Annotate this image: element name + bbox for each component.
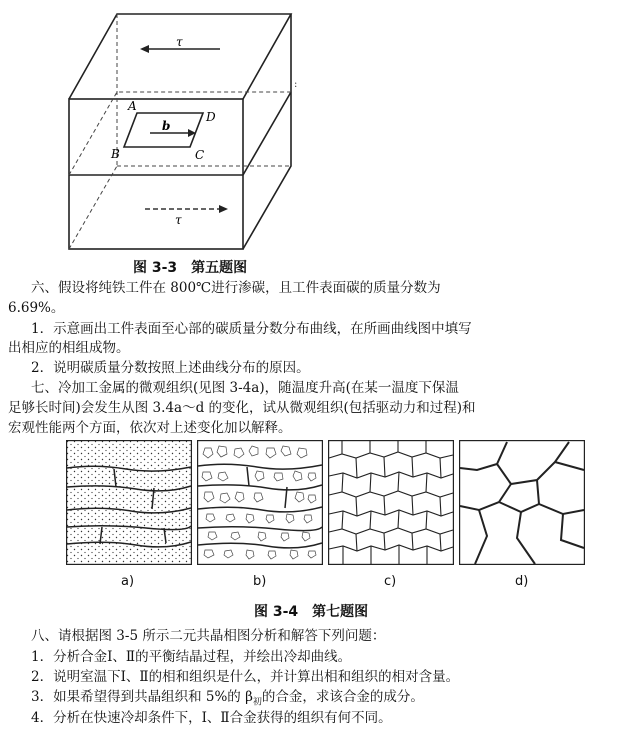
q8-item-2: 2．说明室温下Ⅰ、Ⅱ的相和组织是什么，并计算出相和组织的相对含量。 bbox=[31, 669, 460, 685]
q6-item-1-line-2: 出相应的相组成物。 bbox=[8, 340, 130, 356]
micrograph-a bbox=[66, 440, 192, 565]
q6-item-2: 2．说明碳质量分数按照上述曲线分布的原因。 bbox=[31, 360, 310, 376]
micrograph-b bbox=[197, 440, 323, 565]
tau-label-top: τ bbox=[176, 35, 183, 49]
burgers-vector-label: b bbox=[162, 119, 171, 133]
figure-3-4-caption: 图 3-4 第七题图 bbox=[254, 604, 369, 620]
micrograph-c bbox=[328, 440, 454, 565]
q7-line-1: 七、冷加工金属的微观组织(见图 3-4a)，随温度升高(在某一温度下保温 bbox=[31, 380, 459, 396]
q6-line-2: 6.69%。 bbox=[8, 300, 65, 316]
q8-item-1: 1．分析合金Ⅰ、Ⅱ的平衡结晶过程，并绘出冷却曲线。 bbox=[31, 649, 352, 665]
tau-label-bottom: τ bbox=[175, 213, 182, 227]
point-label-c: C bbox=[195, 148, 205, 162]
q8-item-3-post: 的合金，求该合金的成分。 bbox=[261, 689, 424, 705]
q7-line-2: 足够长时间)会发生从图 3.4a～d 的变化，试从微观组织(包括驱动力和过程)和 bbox=[8, 400, 476, 416]
q8-item-3-pre: 3．如果希望得到共晶组织和 5%的 β bbox=[31, 689, 253, 705]
point-label-a: A bbox=[128, 99, 137, 113]
micrograph-d bbox=[459, 440, 585, 565]
q6-line-1: 六、假设将纯铁工件在 800℃进行渗碳，且工件表面碳的质量分数为 bbox=[31, 280, 441, 296]
point-label-d: D bbox=[206, 110, 216, 124]
q6-item-1-line-1: 1．示意画出工件表面至心部的碳质量分数分布曲线，在所画曲线图中填写 bbox=[31, 321, 472, 337]
micrograph-c-label: c) bbox=[384, 574, 397, 589]
figure-3-3-diagram bbox=[50, 10, 320, 255]
micrograph-b-label: b) bbox=[253, 574, 267, 589]
micrograph-a-label: a) bbox=[121, 574, 135, 589]
point-label-b: B bbox=[111, 147, 120, 161]
q7-line-3: 宏观性能两个方面，依次对上述变化加以解释。 bbox=[8, 420, 292, 436]
q8-line-1: 八、请根据图 3-5 所示二元共晶相图分析和解答下列问题： bbox=[31, 628, 386, 644]
figure-3-3-caption: 图 3-3 第五题图 bbox=[133, 260, 248, 276]
micrograph-d-label: d) bbox=[515, 574, 529, 589]
svg-text::: : bbox=[294, 79, 298, 90]
q8-item-3-subscript: 初 bbox=[252, 697, 262, 708]
q8-item-4: 4．分析在快速冷却条件下，Ⅰ、Ⅱ合金获得的组织有何不同。 bbox=[31, 710, 392, 726]
